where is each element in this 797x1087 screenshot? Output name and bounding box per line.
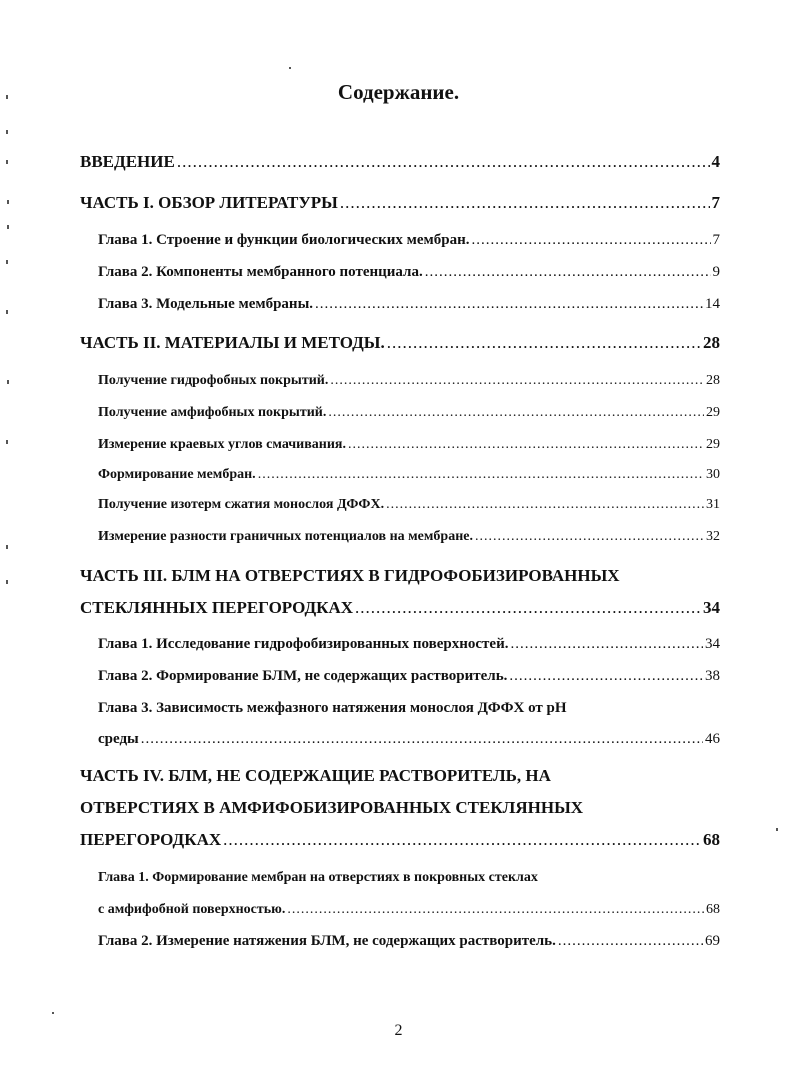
toc-leader-dots bbox=[315, 296, 703, 313]
toc-leader-dots bbox=[355, 598, 701, 618]
toc-leader-dots bbox=[425, 264, 711, 281]
scan-speck bbox=[6, 260, 8, 264]
toc-entry-part-2-section-2[interactable] bbox=[98, 405, 720, 421]
scan-speck bbox=[6, 310, 8, 314]
toc-page-number: 38 bbox=[705, 668, 720, 684]
scan-speck bbox=[6, 130, 8, 134]
toc-page-number: 4 bbox=[711, 152, 720, 171]
toc-page-number: 69 bbox=[705, 933, 720, 949]
toc-page-number: 29 bbox=[706, 405, 720, 420]
toc-entry-part-2[interactable] bbox=[80, 333, 720, 353]
toc-entry-part-3-chapter-1[interactable] bbox=[98, 636, 720, 653]
toc-entry-title: ЧАСТЬ II. МАТЕРИАЛЫ И МЕТОДЫ. bbox=[80, 333, 385, 352]
toc-entry-part-2-section-1[interactable] bbox=[98, 373, 720, 389]
toc-page-number: 68 bbox=[706, 902, 720, 917]
scan-speck bbox=[289, 67, 291, 69]
toc-entry-part-2-section-6[interactable] bbox=[98, 529, 720, 545]
toc-page-number: 31 bbox=[706, 497, 720, 512]
toc-page-number: 29 bbox=[706, 437, 720, 452]
toc-entry-title: ЧАСТЬ I. ОБЗОР ЛИТЕРАТУРЫ bbox=[80, 193, 338, 212]
toc-leader-dots bbox=[475, 529, 704, 545]
toc-page-number: 30 bbox=[706, 467, 720, 482]
scan-speck bbox=[6, 580, 8, 584]
toc-entry-part-3-chapter-3-line-1[interactable]: Глава 3. Зависимость межфазного натяжения монослоя ДФФХ от рН bbox=[98, 700, 567, 716]
scan-speck bbox=[7, 200, 9, 204]
toc-entry-part-4-line-1[interactable]: ЧАСТЬ IV. БЛМ, НЕ СОДЕРЖАЩИЕ РАСТВОРИТЕЛЬ, НА bbox=[80, 766, 551, 785]
toc-page-number: 34 bbox=[703, 598, 720, 617]
toc-leader-dots bbox=[258, 467, 704, 483]
toc-entry-title: среды bbox=[98, 731, 139, 747]
toc-leader-dots bbox=[287, 902, 704, 918]
page-number: 2 bbox=[394, 1022, 403, 1039]
toc-page-number: 32 bbox=[706, 529, 720, 544]
toc-entry-part-2-section-5[interactable] bbox=[98, 497, 720, 513]
toc-entry-title: ВВЕДЕНИЕ bbox=[80, 152, 175, 171]
toc-entry-part-4-chapter-1[interactable] bbox=[98, 902, 720, 918]
toc-entry-title: Глава 2. Компоненты мембранного потенциала. bbox=[98, 264, 423, 280]
toc-entry-part-2-section-3[interactable] bbox=[98, 437, 720, 453]
scan-speck bbox=[6, 440, 8, 444]
toc-entry-part-1-chapter-2[interactable] bbox=[98, 264, 720, 281]
toc-entry-title: Глава 1. Строение и функции биологических мембран. bbox=[98, 232, 470, 248]
toc-page-number: 34 bbox=[705, 636, 720, 652]
toc-entry-part-1-chapter-1[interactable] bbox=[98, 232, 720, 249]
toc-page-number: 7 bbox=[711, 193, 720, 212]
scan-speck bbox=[6, 545, 8, 549]
scan-speck bbox=[6, 160, 8, 164]
toc-page-number: 7 bbox=[712, 232, 720, 248]
toc-page-number: 28 bbox=[703, 333, 720, 352]
toc-entry-part-4-chapter-2[interactable] bbox=[98, 933, 720, 950]
toc-leader-dots bbox=[509, 668, 703, 685]
toc-entry-title: Глава 2. Измерение натяжения БЛМ, не содержащих растворитель. bbox=[98, 933, 556, 949]
toc-leader-dots bbox=[141, 731, 703, 748]
toc-leader-dots bbox=[330, 373, 704, 389]
toc-page-number: 9 bbox=[712, 264, 720, 280]
toc-entry-title: Получение гидрофобных покрытий. bbox=[98, 373, 329, 388]
toc-entry-title: Получение изотерм сжатия монослоя ДФФХ. bbox=[98, 497, 385, 512]
toc-entry-intro[interactable] bbox=[80, 152, 720, 172]
scan-speck bbox=[776, 828, 778, 831]
toc-entry-title: Глава 2. Формирование БЛМ, не содержащих растворитель. bbox=[98, 668, 508, 684]
toc-leader-dots bbox=[558, 933, 703, 950]
toc-entry-title: ПЕРЕГОРОДКАХ bbox=[80, 830, 222, 849]
toc-entry-part-2-section-4[interactable] bbox=[98, 467, 720, 483]
toc-leader-dots bbox=[328, 405, 704, 421]
toc-entry-part-3-line-1[interactable]: ЧАСТЬ III. БЛМ НА ОТВЕРСТИЯХ В ГИДРОФОБИЗИРОВАННЫХ bbox=[80, 566, 620, 585]
toc-entry-title: СТЕКЛЯННЫХ ПЕРЕГОРОДКАХ bbox=[80, 598, 354, 617]
scan-speck bbox=[7, 225, 9, 229]
toc-leader-dots bbox=[223, 830, 701, 850]
toc-leader-dots bbox=[386, 497, 704, 513]
toc-leader-dots bbox=[472, 232, 711, 249]
toc-page-number: 28 bbox=[706, 373, 720, 388]
scan-speck bbox=[7, 380, 9, 384]
toc-entry-title: Глава 3. Модельные мембраны. bbox=[98, 296, 314, 312]
toc-entry-part-1-chapter-3[interactable] bbox=[98, 296, 720, 313]
toc-entry-part-3-chapter-3[interactable] bbox=[98, 731, 720, 748]
toc-entry-part-4-line-2[interactable]: ОТВЕРСТИЯХ В АМФИФОБИЗИРОВАННЫХ СТЕКЛЯННЫХ bbox=[80, 798, 584, 817]
toc-entry-title: Получение амфифобных покрытий. bbox=[98, 405, 327, 420]
toc-entry-part-4[interactable] bbox=[80, 830, 720, 850]
toc-entry-title: с амфифобной поверхностью. bbox=[98, 902, 286, 917]
scan-speck bbox=[6, 95, 8, 99]
toc-leader-dots bbox=[387, 333, 701, 353]
toc-entry-part-3-chapter-2[interactable] bbox=[98, 668, 720, 685]
scan-speck bbox=[52, 1012, 54, 1014]
toc-leader-dots bbox=[510, 636, 703, 653]
toc-leader-dots bbox=[177, 152, 710, 172]
toc-leader-dots bbox=[348, 437, 704, 453]
toc-leader-dots bbox=[340, 193, 710, 213]
page-title: Содержание. bbox=[337, 80, 460, 104]
toc-entry-part-3[interactable] bbox=[80, 598, 720, 618]
toc-entry-title: Измерение краевых углов смачивания. bbox=[98, 437, 347, 452]
toc-entry-title: Измерение разности граничных потенциалов на мембране. bbox=[98, 529, 473, 544]
toc-page-number: 46 bbox=[705, 731, 720, 747]
toc-entry-part-4-chapter-1-line-1[interactable]: Глава 1. Формирование мембран на отверстиях в покровных стеклах bbox=[98, 870, 538, 885]
toc-page-number: 14 bbox=[705, 296, 720, 312]
toc-entry-title: Формирование мембран. bbox=[98, 467, 256, 482]
toc-entry-title: Глава 1. Исследование гидрофобизированных поверхностей. bbox=[98, 636, 509, 652]
toc-entry-part-1[interactable] bbox=[80, 193, 720, 213]
toc-page-number: 68 bbox=[703, 830, 720, 849]
